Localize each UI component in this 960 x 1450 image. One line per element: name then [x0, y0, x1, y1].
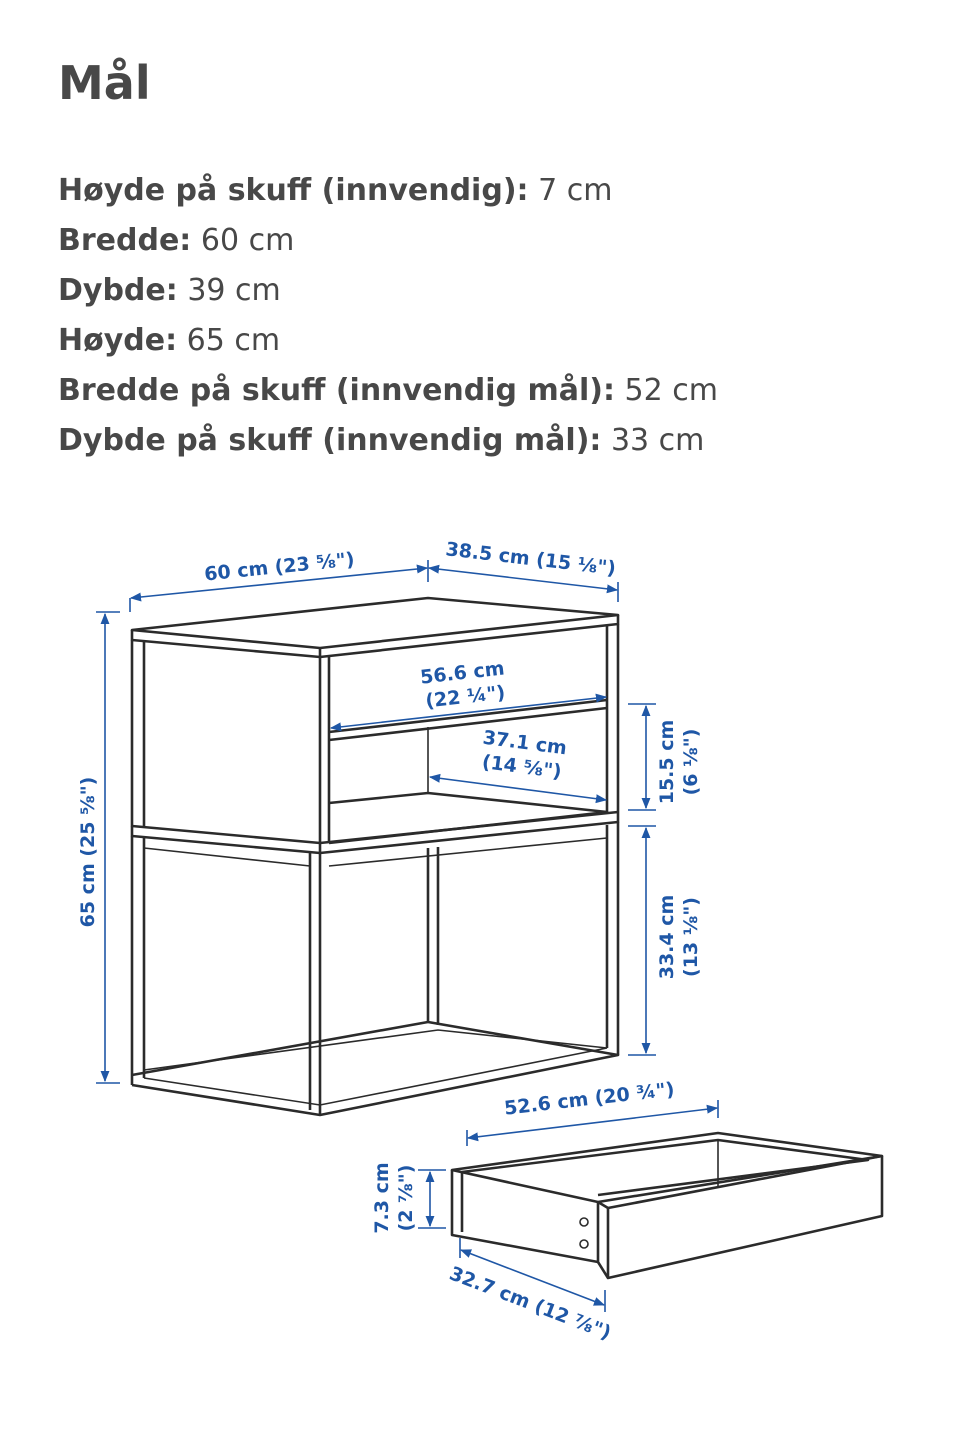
dim-shelf-depth-in: (14 ⅝") [480, 750, 563, 784]
dim-drawer-height-cm: 7.3 cm [371, 1162, 393, 1234]
dim-drawer-depth-label: 32.7 cm (12 ⅞") [446, 1262, 614, 1345]
dim-opening-height-cm: 15.5 cm [656, 719, 678, 805]
dim-shelf-width-in: (22 ¼") [424, 681, 507, 713]
spec-label: Høyde på skuff (innvendig): [58, 173, 529, 208]
spec-width [58, 216, 718, 266]
spec-label: Høyde: [58, 323, 178, 358]
dim-shelf-width-cm: 56.6 cm [419, 657, 506, 689]
spec-value: 65 cm [186, 323, 281, 358]
dimension-diagram [0, 490, 960, 1390]
spec-label: Bredde på skuff (innvendig mål): [58, 373, 615, 408]
spec-depth [58, 266, 718, 316]
spec-height [58, 316, 718, 366]
dim-lower-height-cm: 33.4 cm [656, 894, 678, 980]
dim-drawer-width-label: 52.6 cm (20 ¾") [503, 1078, 676, 1120]
spec-value: 60 cm [200, 223, 295, 258]
dim-opening-height-in: (6 ⅛") [680, 728, 702, 796]
drawer-drawing [452, 1133, 882, 1278]
spec-list [58, 166, 718, 466]
spec-value: 52 cm [624, 373, 718, 408]
nightstand-drawing [132, 598, 618, 1115]
spec-drawer-depth [58, 416, 718, 466]
dim-depth-label: 38.5 cm (15 ⅛") [444, 538, 617, 580]
spec-value: 33 cm [610, 423, 705, 458]
spec-value: 39 cm [187, 273, 281, 308]
spec-label: Dybde på skuff (innvendig mål): [58, 423, 602, 458]
dim-height-label: 65 cm (25 ⅝") [77, 776, 99, 928]
spec-drawer-width [58, 366, 718, 416]
dim-lower-height-in: (13 ⅛") [680, 897, 702, 977]
page-title: Mål [58, 56, 151, 110]
dim-width-label: 60 cm (23 ⅝") [203, 548, 356, 586]
dim-drawer-height-in: (2 ⅞") [395, 1164, 417, 1232]
dim-shelf-depth-cm: 37.1 cm [481, 726, 569, 760]
spec-label: Dybde: [58, 273, 178, 308]
spec-label: Bredde: [58, 223, 192, 258]
spec-drawer-height [58, 166, 718, 216]
spec-value: 7 cm [538, 173, 613, 208]
